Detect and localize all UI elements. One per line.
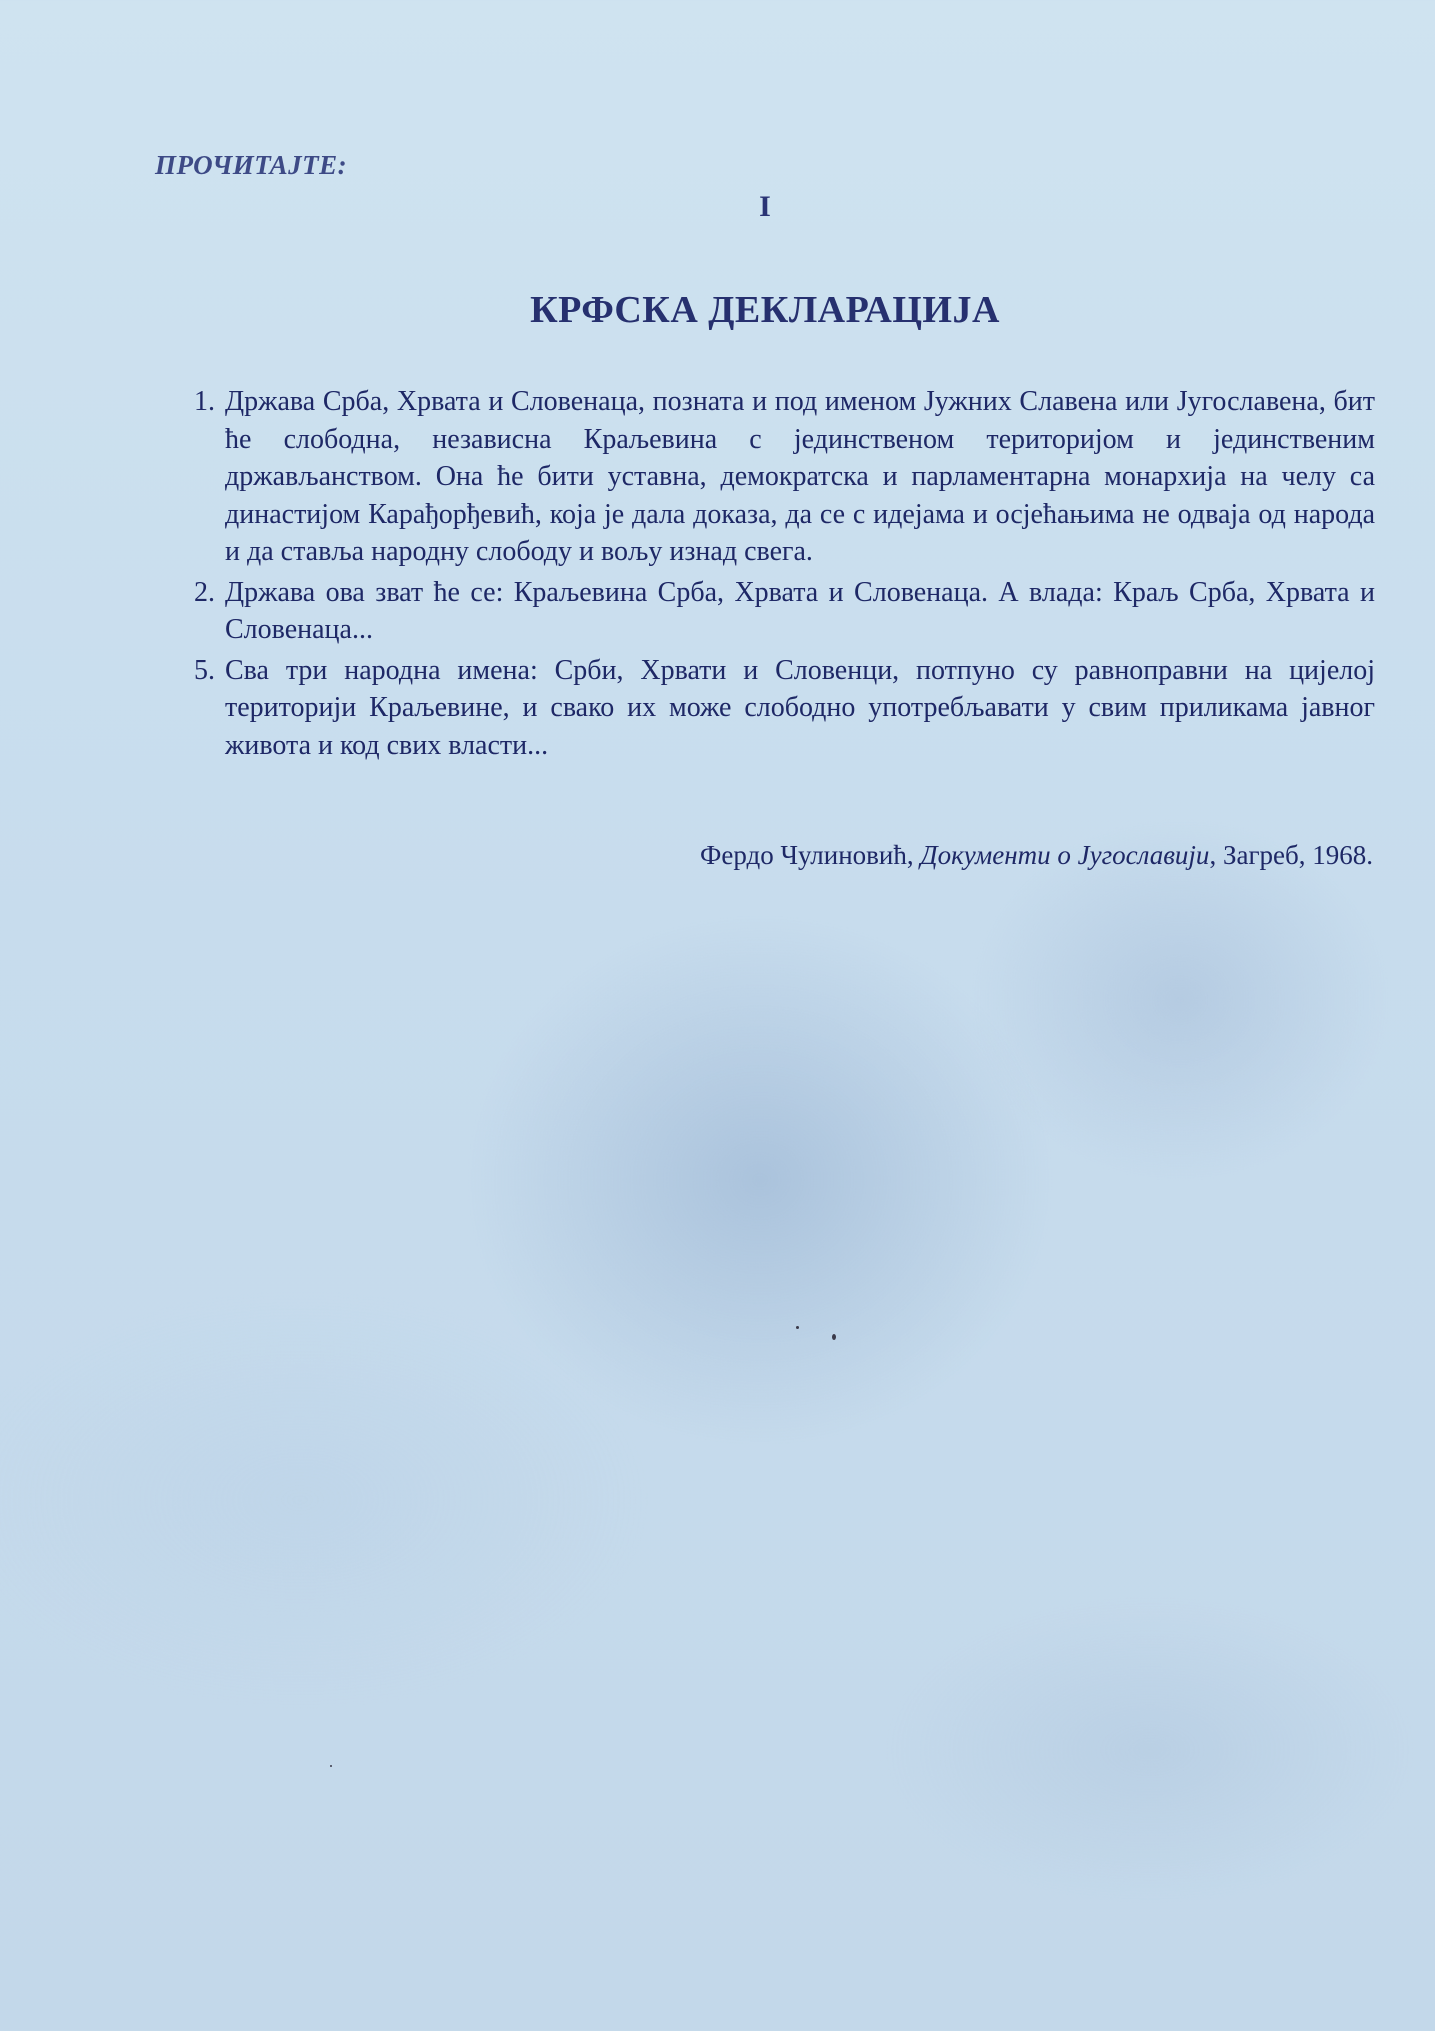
document-title: КРФСКА ДЕКЛАРАЦИЈА (530, 289, 1000, 331)
declaration-articles (190, 383, 1375, 767)
article-number: 1. (194, 386, 215, 417)
article-number: 2. (194, 576, 215, 608)
scan-speck (796, 1326, 799, 1329)
read-instruction-label: ПРОЧИТАЈТЕ: (155, 150, 348, 180)
citation-work-title: Документи о Југославији (920, 840, 1210, 870)
source-citation (700, 840, 1373, 871)
article-item (190, 652, 1375, 765)
article-item (190, 383, 1375, 571)
citation-place-year: , Загреб, 1968. (1209, 840, 1373, 870)
article-text: Држава Срба, Хрвата и Словенаца, позната и под именом Јужних Славена или Југославена, бит ће слободна, независна Краљевина с јединственом територијом и јединственим држављанством. Она ће бити уставна, демократска и парламентарна монархија на челу са династијом Карађорђевић, која је дала доказа, да се с идејама и осјећањима не одваја од народа и да ставља народну слободу и вољу изнад свега. (225, 386, 1375, 567)
section-number: I (759, 190, 771, 223)
scan-speck (330, 1765, 332, 1767)
scan-speck (832, 1334, 836, 1340)
article-number: 5. (194, 654, 215, 686)
citation-author: Фердо Чулиновић, (700, 840, 914, 870)
article-item (190, 574, 1375, 649)
article-text: Држава ова зват ће се: Краљевина Срба, Хрвата и Словенаца. А влада: Краљ Срба, Хрвата и Словенаца... (225, 576, 1375, 645)
article-text: Сва три народна имена: Срби, Хрвати и Словенци, потпуно су равноправни на цијелој територији Краљевине, и свако их може слободно употребљавати у свим приликама јавног живота и код свих власти... (225, 654, 1375, 761)
